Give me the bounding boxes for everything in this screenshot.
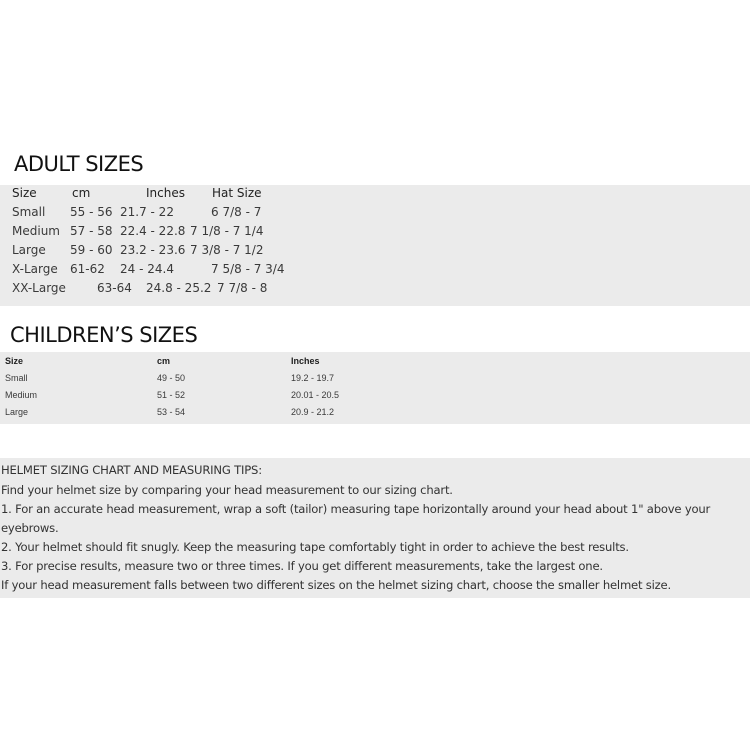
child-row-cm: 51 - 52 bbox=[157, 390, 186, 400]
adult-row-cm: 55 - 56 bbox=[70, 205, 113, 219]
adult-header-cm: cm bbox=[72, 186, 91, 200]
adult-row-cm: 57 - 58 bbox=[70, 224, 113, 238]
child-row-size: Large bbox=[5, 407, 29, 417]
child-row-size: Medium bbox=[5, 390, 38, 400]
child-header-size: Size bbox=[5, 356, 24, 366]
child-row-inches: 19.2 - 19.7 bbox=[291, 373, 335, 383]
adult-row-hat: 7 7/8 - 8 bbox=[217, 281, 268, 295]
tip-3: 3. For precise results, measure two or three times. If you get different measurements, take the largest one. bbox=[1, 559, 603, 573]
adult-row-cm: 61-62 bbox=[70, 262, 105, 276]
adult-row-cm: 59 - 60 bbox=[70, 243, 113, 257]
child-row-inches: 20.01 - 20.5 bbox=[291, 390, 340, 400]
childrens-size-table bbox=[0, 352, 750, 424]
tip-2: 2. Your helmet should fit snugly. Keep the measuring tape comfortably tight in order to achieve the best results. bbox=[1, 540, 629, 554]
child-header-inches: Inches bbox=[291, 356, 320, 366]
adult-row-size: Large bbox=[12, 243, 46, 257]
adult-row-size: XX-Large bbox=[12, 281, 66, 295]
adult-header-size: Size bbox=[12, 186, 37, 200]
adult-header-inches: Inches bbox=[146, 186, 185, 200]
tips-closing: If your head measurement falls between two different sizes on the helmet sizing chart, choose the smaller helmet size. bbox=[1, 578, 671, 592]
child-header-cm: cm bbox=[157, 356, 171, 366]
child-row-inches: 20.9 - 21.2 bbox=[291, 407, 335, 417]
adult-row-inches: 23.2 - 23.6 bbox=[120, 243, 186, 257]
adult-sizes-heading: ADULT SIZES bbox=[14, 152, 144, 176]
adult-row-size: Medium bbox=[12, 224, 60, 238]
adult-row-hat: 7 1/8 - 7 1/4 bbox=[190, 224, 264, 238]
child-row-size: Small bbox=[5, 373, 28, 383]
adult-row-cm: 63-64 bbox=[97, 281, 132, 295]
measuring-tips-section bbox=[0, 458, 750, 598]
adult-row-inches: 24 - 24.4 bbox=[120, 262, 174, 276]
tip-1-line-2: eyebrows. bbox=[1, 521, 59, 535]
adult-row-hat: 7 5/8 - 7 3/4 bbox=[211, 262, 285, 276]
tips-intro: Find your helmet size by comparing your head measurement to our sizing chart. bbox=[1, 483, 453, 497]
adult-row-hat: 7 3/8 - 7 1/2 bbox=[190, 243, 264, 257]
adult-row-inches: 22.4 - 22.8 bbox=[120, 224, 186, 238]
tip-1-line-1: 1. For an accurate head measurement, wrap a soft (tailor) measuring tape horizontally around your head about 1" above your bbox=[1, 502, 711, 516]
adult-row-size: Small bbox=[12, 205, 46, 219]
adult-row-inches: 21.7 - 22 bbox=[120, 205, 174, 219]
adult-row-inches: 24.8 - 25.2 bbox=[146, 281, 212, 295]
childrens-sizes-heading: CHILDREN’S SIZES bbox=[10, 323, 198, 347]
child-row-cm: 53 - 54 bbox=[157, 407, 186, 417]
adult-size-table bbox=[0, 185, 750, 306]
child-row-cm: 49 - 50 bbox=[157, 373, 186, 383]
adult-row-size: X-Large bbox=[12, 262, 58, 276]
adult-header-hat-size: Hat Size bbox=[212, 186, 262, 200]
tips-title: HELMET SIZING CHART AND MEASURING TIPS: bbox=[1, 463, 262, 477]
adult-row-hat: 6 7/8 - 7 bbox=[211, 205, 262, 219]
